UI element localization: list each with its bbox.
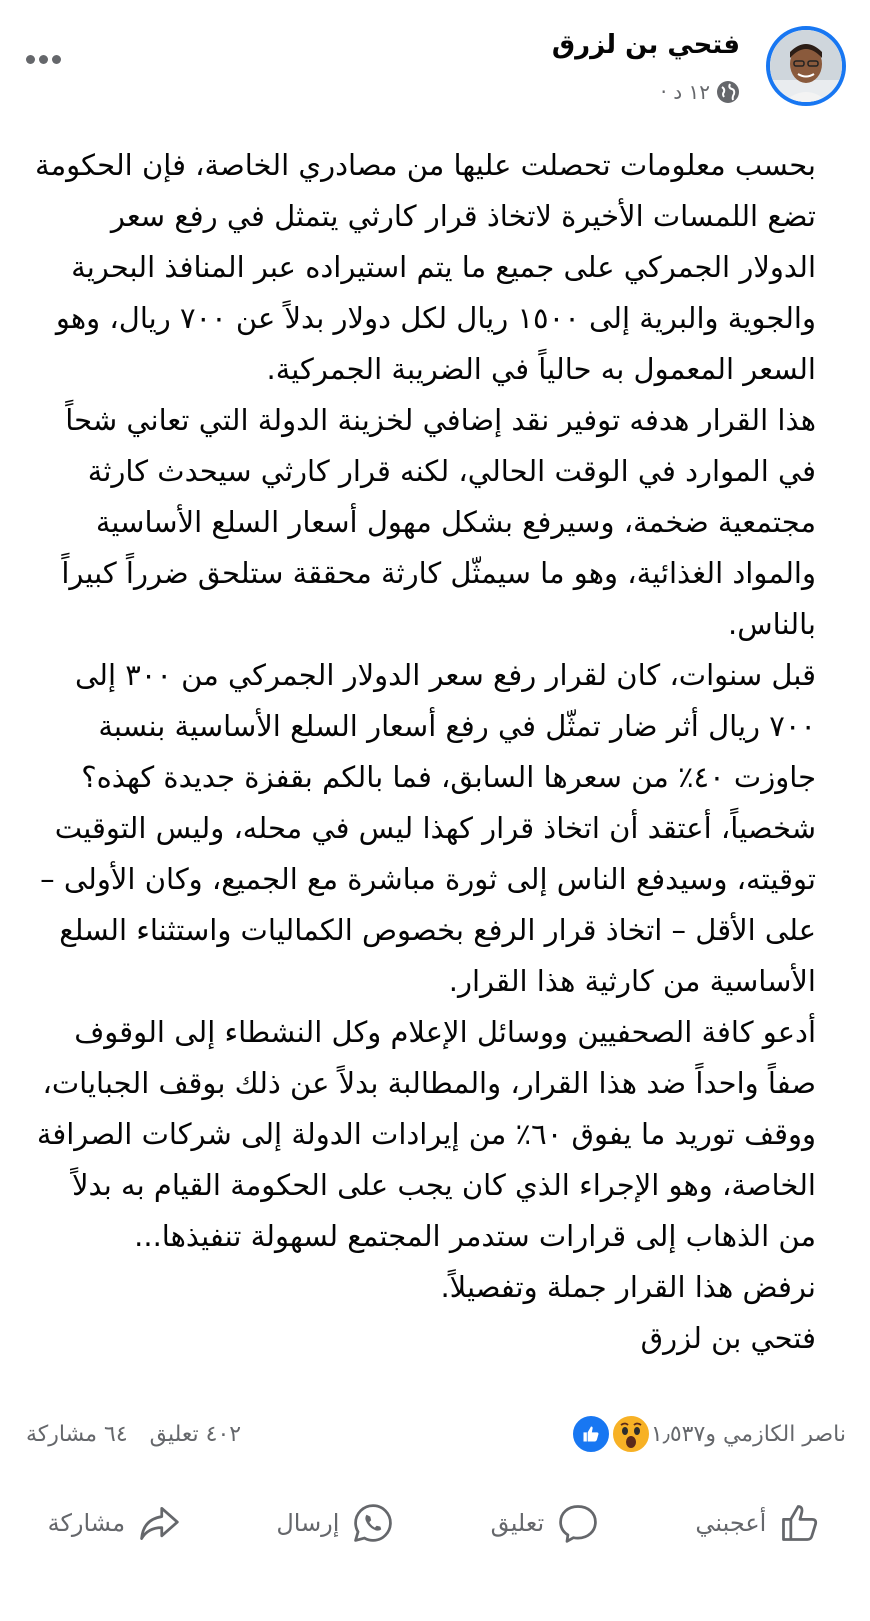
thumbs-up-icon	[778, 1501, 822, 1545]
action-bar	[0, 1478, 870, 1568]
wow-reaction-icon	[611, 1414, 651, 1454]
more-options-button[interactable]	[26, 38, 65, 71]
post-paragraph: شخصياً، أعتقد أن اتخاذ قرار كهذا ليس في محله، وليس التوقيت توقيته، وسيدفع الناس إلى ثورة مباشرة مع الجميع، وكان الأولى – على الأقل – اتخاذ قرار الرفع بخصوص الكماليات واستثناء السلع الأساسية من كارثية هذا القرار.	[40, 811, 816, 998]
post-paragraph: قبل سنوات، كان لقرار رفع سعر الدولار الجمركي من ٣٠٠ إلى ٧٠٠ ريال أثر ضار تمثّل في رفع أسعار السلع الأساسية بنسبة جاوزت ٤٠٪ من سعرها السابق، فما بالكم بقفزة جديدة كهذه؟	[74, 658, 816, 794]
author-avatar[interactable]	[766, 26, 846, 106]
like-reaction-icon	[571, 1414, 611, 1454]
post-time[interactable]: ١٢ د ·	[660, 80, 710, 104]
comment-icon	[556, 1501, 600, 1545]
avatar-photo	[770, 30, 842, 102]
post-paragraph: بحسب معلومات تحصلت عليها من مصادري الخاصة، فإن الحكومة تضع اللمسات الأخيرة لاتخاذ قرار كارثي يتمثل في رفع سعر الدولار الجمركي على جميع ما يتم استيراده عبر المنافذ البحرية والجوية والبرية إلى ١٥٠٠ ريال لكل دولار بدلاً عن ٧٠٠ ريال، وهو السعر المعمول به حالياً في الضريبة الجمركية.	[35, 148, 816, 386]
reactions-row	[26, 1408, 846, 1460]
whatsapp-icon	[351, 1501, 395, 1545]
post-signature: فتحي بن لزرق	[640, 1321, 816, 1355]
author-name[interactable]: فتحي بن لزرق	[551, 30, 740, 60]
globe-icon	[716, 80, 740, 104]
share-label: مشاركة	[47, 1509, 126, 1537]
reactions-summary-text: ناصر الكازمي و١٫٥٣٧	[650, 1421, 846, 1447]
like-button[interactable]	[679, 1493, 838, 1553]
like-label: أعجبني	[695, 1509, 767, 1537]
comments-count[interactable]: ٤٠٢ تعليق	[149, 1421, 242, 1447]
post-body	[28, 140, 816, 1364]
post-paragraph: نرفض هذا القرار جملة وتفصيلاً.	[440, 1270, 816, 1304]
reactions-summary[interactable]	[571, 1414, 846, 1454]
post-meta	[661, 80, 740, 104]
comment-label: تعليق	[490, 1509, 545, 1537]
comment-button[interactable]	[475, 1493, 616, 1553]
share-arrow-icon	[137, 1501, 181, 1545]
reaction-icons	[571, 1414, 643, 1454]
share-button[interactable]	[32, 1493, 197, 1553]
dot-icon	[26, 55, 35, 64]
post-paragraph: هذا القرار هدفه توفير نقد إضافي لخزينة الدولة التي تعاني شحاً في الموارد في الوقت الحالي، لكنه قرار كارثي سيحدث كارثة مجتمعية ضخمة، وسيرفع بشكل مهول أسعار السلع الأساسية والمواد الغذائية، وهو ما سيمثّل كارثة محققة ستلحق ضرراً كبيراً بالناس.	[61, 403, 816, 641]
dot-icon	[39, 55, 48, 64]
post-header	[0, 24, 870, 124]
post-paragraph: أدعو كافة الصحفيين ووسائل الإعلام وكل النشطاء إلى الوقوف صفاً واحداً ضد هذا القرار، والمطالبة بدلاً عن ذلك بوقف الجبايات، ووقف توريد ما يفوق ٦٠٪ من إيرادات الدولة إلى شركات الصرافة الخاصة، وهو الإجراء الذي كان يجب على الحكومة القيام به بدلاً من الذهاب إلى قرارات ستدمر المجتمع لسهولة تنفيذها...	[36, 1015, 816, 1253]
shares-count[interactable]: ٦٤ مشاركة	[26, 1421, 128, 1447]
engagement-counts	[26, 1422, 241, 1447]
dot-icon	[52, 55, 61, 64]
send-label: إرسال	[276, 1509, 340, 1537]
send-button[interactable]	[260, 1493, 411, 1553]
